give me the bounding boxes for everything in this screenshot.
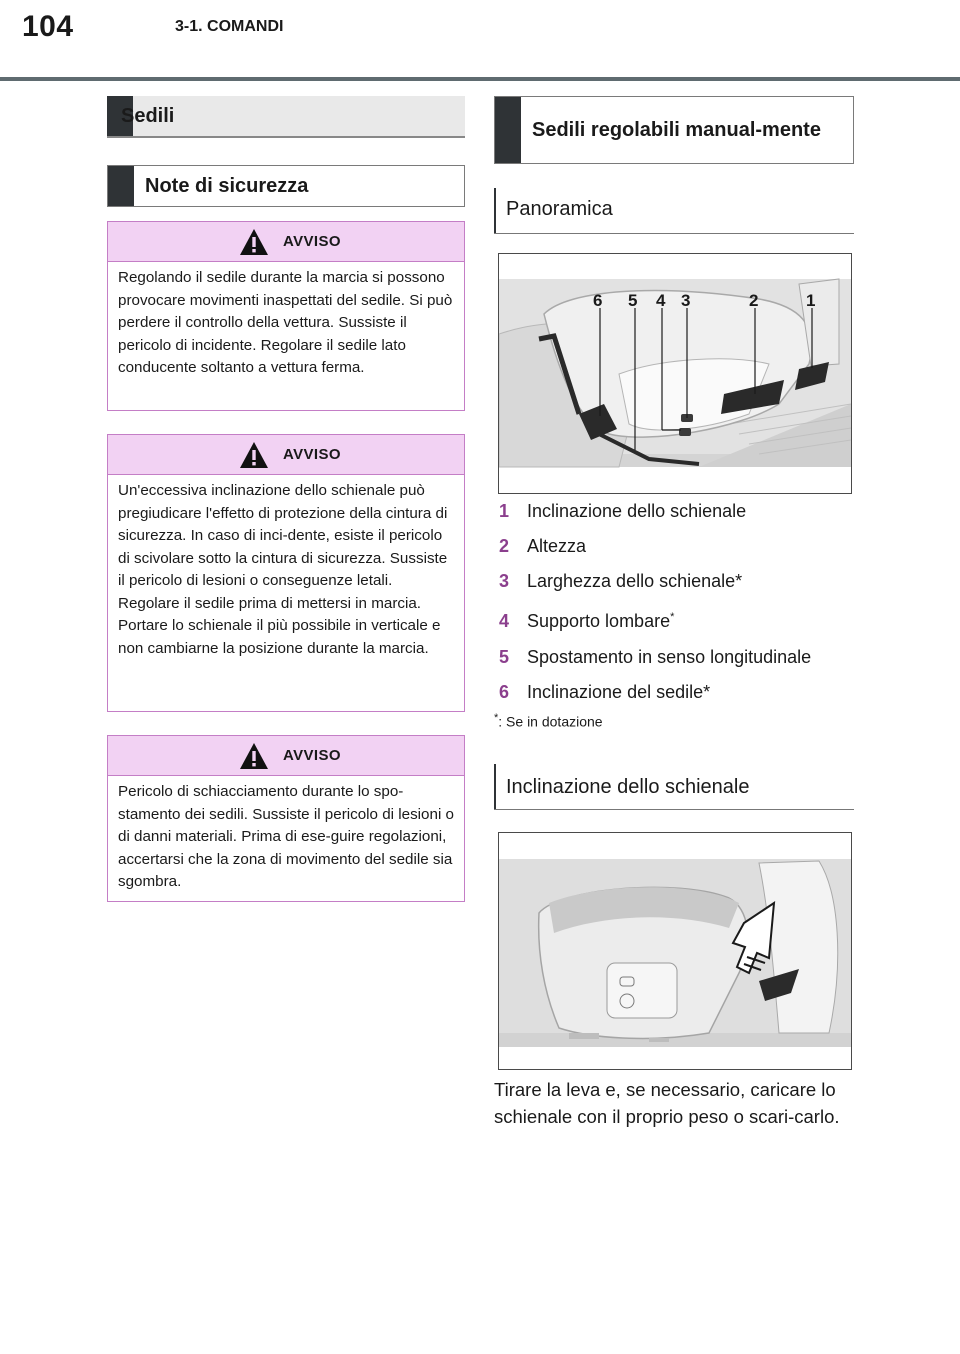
legend-number: 6 [498, 682, 509, 702]
backrest-lever-figure [498, 832, 852, 1070]
legend-item [494, 641, 874, 676]
legend-item [494, 676, 874, 711]
legend-item [494, 498, 874, 533]
controls-legend [494, 498, 874, 711]
heading-bar [108, 166, 134, 206]
warning-triangle-icon [239, 742, 269, 770]
subheading-title: Panoramica [506, 198, 613, 220]
warning-header [108, 435, 464, 475]
legend-number: 3 [498, 571, 509, 591]
subheading-rule [494, 809, 854, 810]
chapter-title: 3-1. COMANDI [175, 18, 284, 35]
callout-1: 1 [806, 291, 816, 310]
footnote [494, 712, 603, 730]
subheading-title: Inclinazione dello schienale [506, 776, 750, 798]
subsection-title: Note di sicurezza [145, 175, 309, 197]
legend-footnote-mark: * [670, 611, 675, 623]
warning-box-1 [107, 221, 465, 411]
callout-4: 4 [656, 291, 666, 310]
warning-label: AVVISO [283, 446, 341, 463]
warning-header [108, 736, 464, 776]
subheading-bar [494, 188, 496, 234]
legend-label [527, 611, 674, 632]
legend-label: Larghezza dello schienale* [527, 571, 743, 591]
warning-label: AVVISO [283, 747, 341, 764]
footnote-mark: * [494, 712, 499, 724]
subheading-inclinazione [494, 764, 854, 810]
callout-6: 6 [593, 291, 603, 310]
warning-text: Pericolo di schiacciamento durante lo spo-stamento dei sedili. Sussiste il pericolo di lesioni o di danni materiali. Prima di ese-guire regolazioni, accertarsi che la zona di movimento del sedile sia sgombra. [118, 783, 454, 890]
legend-number: 1 [498, 501, 509, 521]
legend-item [494, 533, 874, 568]
legend-label-text: Supporto lombare [527, 611, 671, 631]
section-title-right: Sedili regolabili manual-mente [532, 119, 821, 141]
subsection-heading-sicurezza [107, 165, 465, 207]
subheading-bar [494, 764, 496, 810]
legend-number: 2 [498, 536, 509, 556]
legend-label: Altezza [527, 536, 587, 556]
callout-2: 2 [749, 291, 759, 310]
legend-item [494, 603, 874, 641]
callout-5: 5 [628, 291, 638, 310]
warning-box-3 [107, 735, 465, 902]
header-rule [0, 77, 960, 81]
warning-header [108, 222, 464, 262]
section-heading-regolabili [494, 96, 854, 164]
legend-number: 4 [498, 611, 509, 631]
heading-bar [495, 97, 521, 163]
warning-box-2 [107, 434, 465, 712]
seat-controls-figure [498, 253, 852, 494]
footnote-text: : Se in dotazione [498, 713, 603, 730]
subheading-panoramica [494, 188, 854, 234]
warning-triangle-icon [239, 228, 269, 256]
warning-text: Regolando il sedile durante la marcia si possono provocare movimenti inaspettati del sedile. Si può perdere il controllo della vettura. Sussiste il pericolo di incidente. Regolare il sedile lato conducente soltanto a vettura ferma. [118, 269, 453, 376]
warning-text: Un'eccessiva inclinazione dello schienale può pregiudicare l'effetto di protezione della cintura di sicurezza. In caso di inci-dente, esiste il pericolo di scivolare sotto la cintura di sicurezza. Sussiste il pericolo di lesioni o conseguenze letali. Regolare il sedile prima di mettersi in marcia. Portare lo schienale il più possibile in verticale e non cambiarne la posizione durante la marcia. [118, 482, 448, 657]
section-heading-sedili [107, 96, 465, 138]
legend-label: Spostamento in senso longitudinale [527, 647, 812, 667]
legend-label: Inclinazione del sedile* [527, 682, 711, 702]
seat-controls-illustration [499, 254, 851, 493]
backrest-lever-illustration [499, 833, 851, 1069]
callout-3: 3 [681, 291, 691, 310]
warning-label: AVVISO [283, 233, 341, 250]
instruction-paragraph: Tirare la leva e, se necessario, caricare lo schienale con il proprio peso o scari-carlo. [494, 1079, 840, 1127]
legend-item [494, 568, 874, 603]
page-number: 104 [22, 10, 74, 43]
section-title: Sedili [121, 105, 175, 127]
legend-label: Inclinazione dello schienale [527, 501, 747, 521]
legend-number: 5 [498, 647, 509, 667]
subheading-rule [494, 233, 854, 234]
warning-triangle-icon [239, 441, 269, 469]
